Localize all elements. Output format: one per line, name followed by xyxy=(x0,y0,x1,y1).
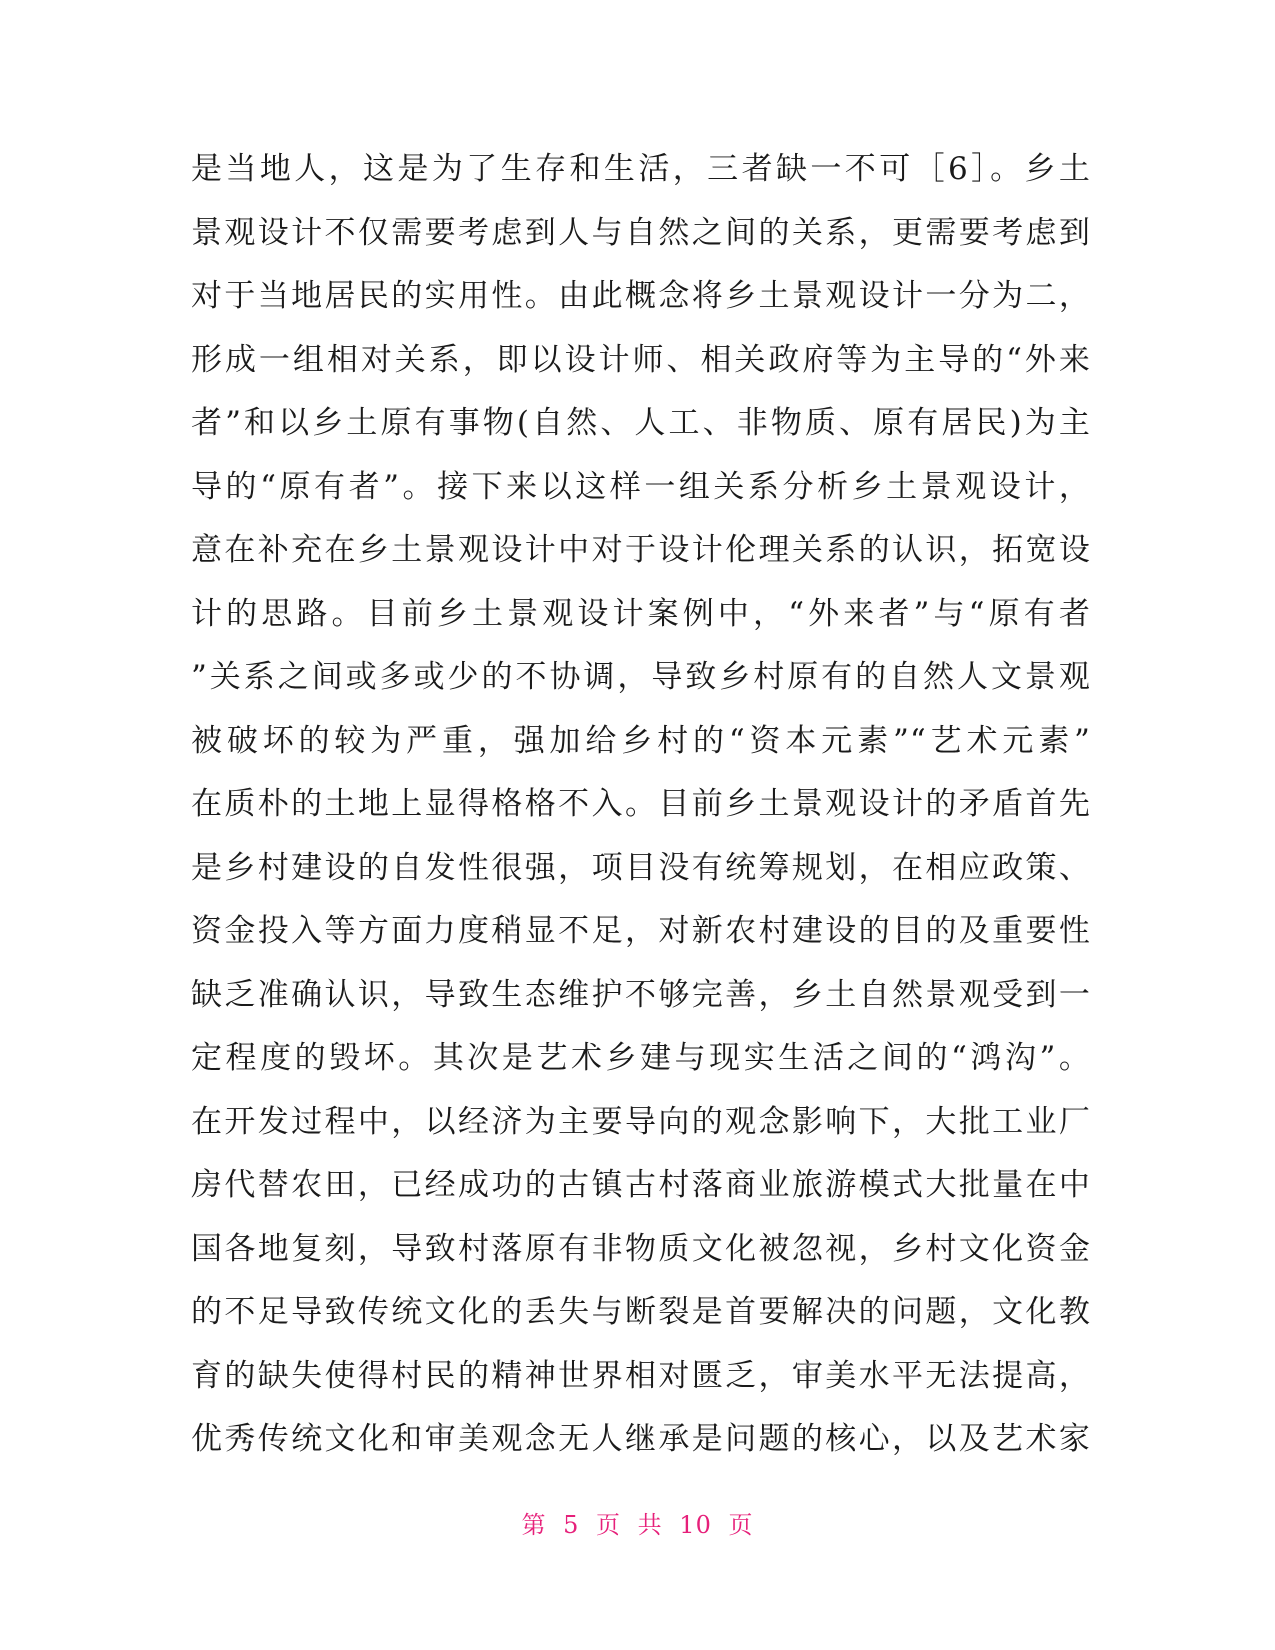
text-line: 房代替农田，已经成功的古镇古村落商业旅游模式大批量在中 xyxy=(191,1167,1091,1203)
text-line: 优秀传统文化和审美观念无人继承是问题的核心，以及艺术家 xyxy=(191,1421,1091,1457)
text-line: 形成一组相对关系，即以设计师、相关政府等为主导的“外来 xyxy=(191,341,1091,378)
text-line: 对于当地居民的实用性。由此概念将乡土景观设计一分为二， xyxy=(191,278,1091,314)
text-line: 者”和以乡土原有事物(自然、人工、非物质、原有居民)为主 xyxy=(191,405,1091,441)
page-number-footer: 第 5 页 共 10 页 xyxy=(521,1511,754,1539)
text-line: 育的缺失使得村民的精神世界相对匮乏，审美水平无法提高， xyxy=(191,1357,1091,1394)
text-line: 定程度的毁坏。其次是艺术乡建与现实生活之间的“鸿沟”。 xyxy=(191,1040,1091,1076)
text-line: 国各地复刻，导致村落原有非物质文化被忽视，乡村文化资金 xyxy=(191,1230,1091,1267)
text-line: 景观设计不仅需要考虑到人与自然之间的关系，更需要考虑到 xyxy=(191,214,1091,251)
text-line: ”关系之间或多或少的不协调，导致乡村原有的自然人文景观 xyxy=(191,659,1091,695)
body-text xyxy=(191,138,1091,1472)
text-line: 导的“原有者”。接下来以这样一组关系分析乡土景观设计， xyxy=(191,468,1091,505)
text-line: 计的思路。目前乡土景观设计案例中，“外来者”与“原有者 xyxy=(191,595,1091,632)
text-line: 的不足导致传统文化的丢失与断裂是首要解决的问题，文化教 xyxy=(191,1294,1091,1330)
text-line: 意在补充在乡土景观设计中对于设计伦理关系的认识，拓宽设 xyxy=(191,532,1091,568)
text-line: 在开发过程中，以经济为主要导向的观念影响下，大批工业厂 xyxy=(191,1103,1091,1140)
text-line: 资金投入等方面力度稍显不足，对新农村建设的目的及重要性 xyxy=(191,913,1091,949)
text-line: 缺乏准确认识，导致生态维护不够完善，乡土自然景观受到一 xyxy=(191,976,1091,1013)
text-line: 是当地人，这是为了生存和生活，三者缺一不可［6］。乡土 xyxy=(191,151,1091,187)
text-line: 被破坏的较为严重，强加给乡村的“资本元素”“艺术元素” xyxy=(191,722,1091,759)
text-line: 在质朴的土地上显得格格不入。目前乡土景观设计的矛盾首先 xyxy=(191,786,1091,822)
text-line: 是乡村建设的自发性很强，项目没有统筹规划，在相应政策、 xyxy=(191,849,1091,886)
